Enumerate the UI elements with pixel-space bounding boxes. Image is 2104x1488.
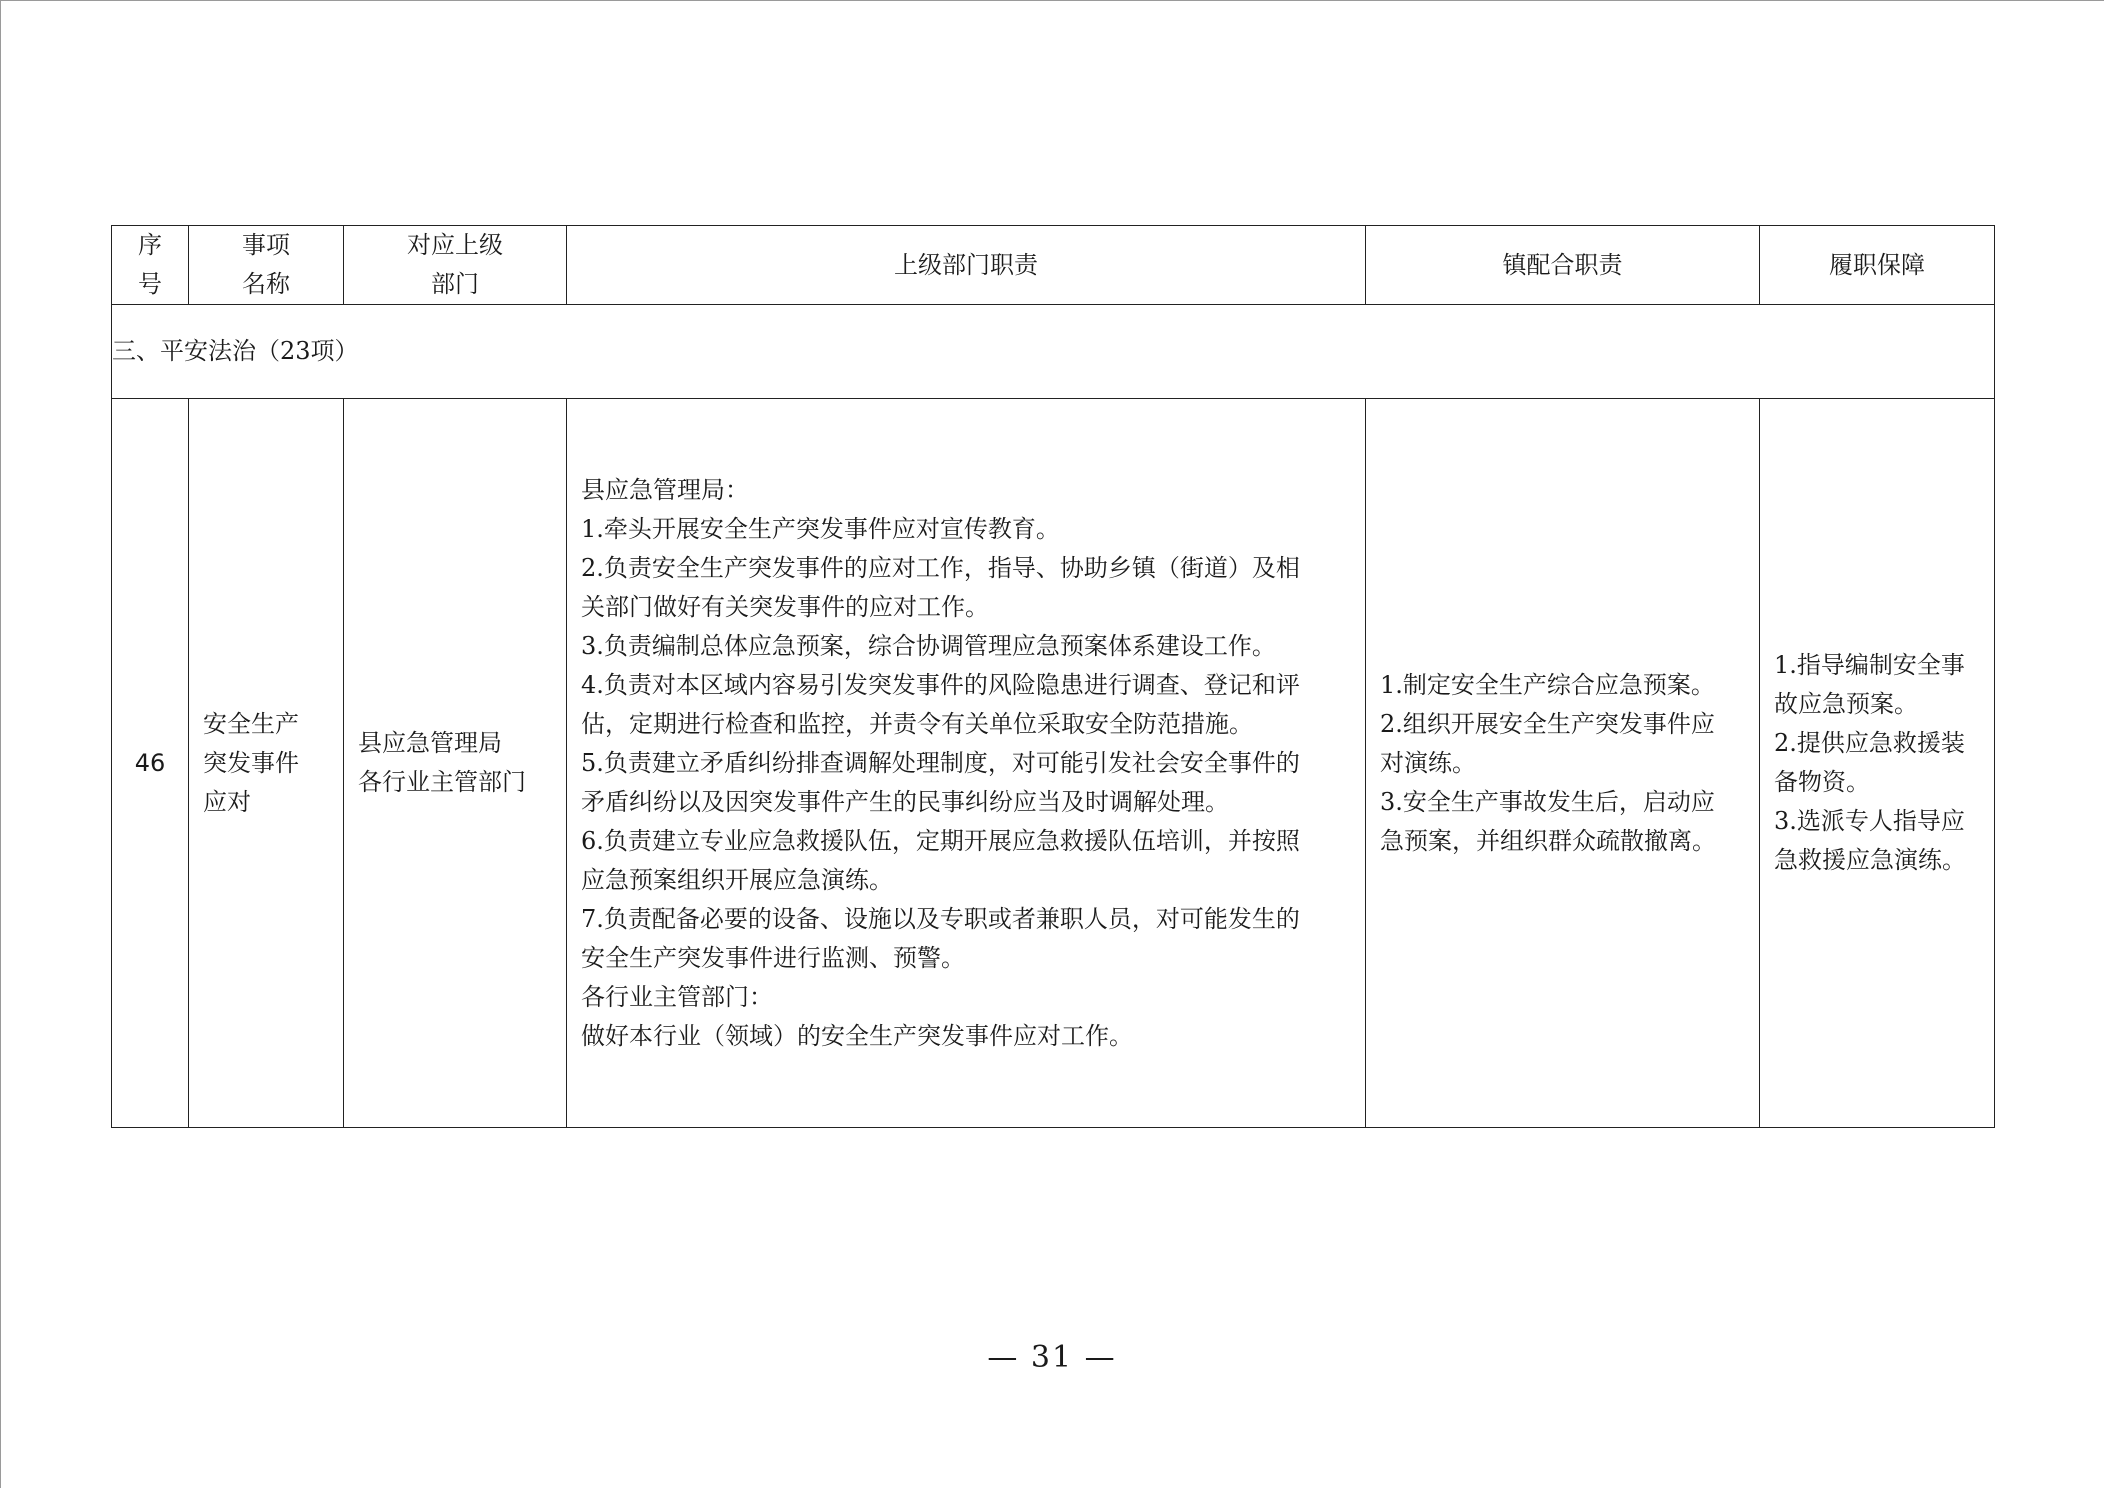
table-row [112, 399, 1995, 1128]
town-duty-line: 1.制定安全生产综合应急预案。 [1380, 670, 1715, 699]
item-name-line: 应对 [203, 787, 251, 816]
upper-duty-line: 估，定期进行检查和监控，并责令有关单位采取安全防范措施。 [581, 709, 1253, 738]
duty-table [111, 225, 1995, 1128]
header-row [112, 226, 1995, 305]
header-name-line: 名称 [242, 270, 290, 298]
upper-duty-line: 应急预案组织开展应急演练。 [581, 865, 893, 894]
row-upper-duty [567, 399, 1366, 1128]
guarantee-line: 急救援应急演练。 [1774, 846, 1966, 874]
guarantee-line: 2.提供应急救援装 [1774, 729, 1965, 757]
dept-line: 县应急管理局 [358, 729, 502, 757]
header-town-duty: 镇配合职责 [1366, 226, 1760, 305]
guarantee-line: 1.指导编制安全事 [1774, 651, 1965, 679]
page-edge-left [0, 0, 1, 1488]
upper-duty-line: 6.负责建立专业应急救援队伍，定期开展应急救援队伍培训，并按照 [581, 826, 1300, 855]
upper-duty-line: 3.负责编制总体应急预案，综合协调管理应急预案体系建设工作。 [581, 631, 1276, 660]
header-dept-line: 对应上级 [407, 231, 503, 259]
upper-duty-line: 安全生产突发事件进行监测、预警。 [581, 943, 965, 972]
upper-duty-line: 矛盾纠纷以及因突发事件产生的民事纠纷应当及时调解处理。 [581, 787, 1229, 816]
town-duty-line: 2.组织开展安全生产突发事件应 [1380, 709, 1715, 738]
dept-line: 各行业主管部门 [358, 768, 526, 796]
page-number: — 31 — [987, 1340, 1117, 1375]
town-duty-line: 对演练。 [1380, 748, 1476, 777]
guarantee-line: 故应急预案。 [1774, 690, 1918, 718]
header-no-line: 序 [138, 231, 162, 259]
town-duty-line: 急预案，并组织群众疏散撤离。 [1380, 826, 1716, 855]
header-guarantee: 履职保障 [1760, 226, 1995, 305]
header-upper-duty: 上级部门职责 [567, 226, 1366, 305]
upper-duty-line: 做好本行业（领域）的安全生产突发事件应对工作。 [581, 1021, 1133, 1050]
section-title: 三、平安法治（23项） [112, 305, 1995, 399]
town-duty-line: 3.安全生产事故发生后，启动应 [1380, 787, 1715, 816]
row-guarantee [1760, 399, 1995, 1128]
upper-duty-line: 4.负责对本区域内容易引发突发事件的风险隐患进行调查、登记和评 [581, 670, 1300, 699]
row-dept [344, 399, 567, 1128]
upper-duty-line: 关部门做好有关突发事件的应对工作。 [581, 592, 989, 621]
guarantee-line: 备物资。 [1774, 768, 1870, 796]
upper-duty-line: 各行业主管部门： [581, 982, 773, 1011]
header-no-line: 号 [138, 270, 162, 298]
header-no [112, 226, 189, 305]
header-dept-line: 部门 [431, 270, 479, 298]
header-name [189, 226, 344, 305]
upper-duty-line: 5.负责建立矛盾纠纷排查调解处理制度，对可能引发社会安全事件的 [581, 748, 1300, 777]
guarantee-line: 3.选派专人指导应 [1774, 807, 1965, 835]
row-town-duty [1366, 399, 1760, 1128]
page-edge-top [0, 0, 2104, 1]
header-name-line: 事项 [242, 231, 290, 259]
section-row [112, 305, 1995, 399]
item-name-line: 突发事件 [203, 748, 299, 777]
item-name-line: 安全生产 [203, 709, 299, 738]
row-item-name [189, 399, 344, 1128]
upper-duty-line: 7.负责配备必要的设备、设施以及专职或者兼职人员，对可能发生的 [581, 904, 1300, 933]
upper-duty-line: 县应急管理局： [581, 475, 749, 504]
row-number: 46 [112, 399, 189, 1128]
header-dept [344, 226, 567, 305]
upper-duty-line: 1.牵头开展安全生产突发事件应对宣传教育。 [581, 514, 1060, 543]
upper-duty-line: 2.负责安全生产突发事件的应对工作，指导、协助乡镇（街道）及相 [581, 553, 1300, 582]
